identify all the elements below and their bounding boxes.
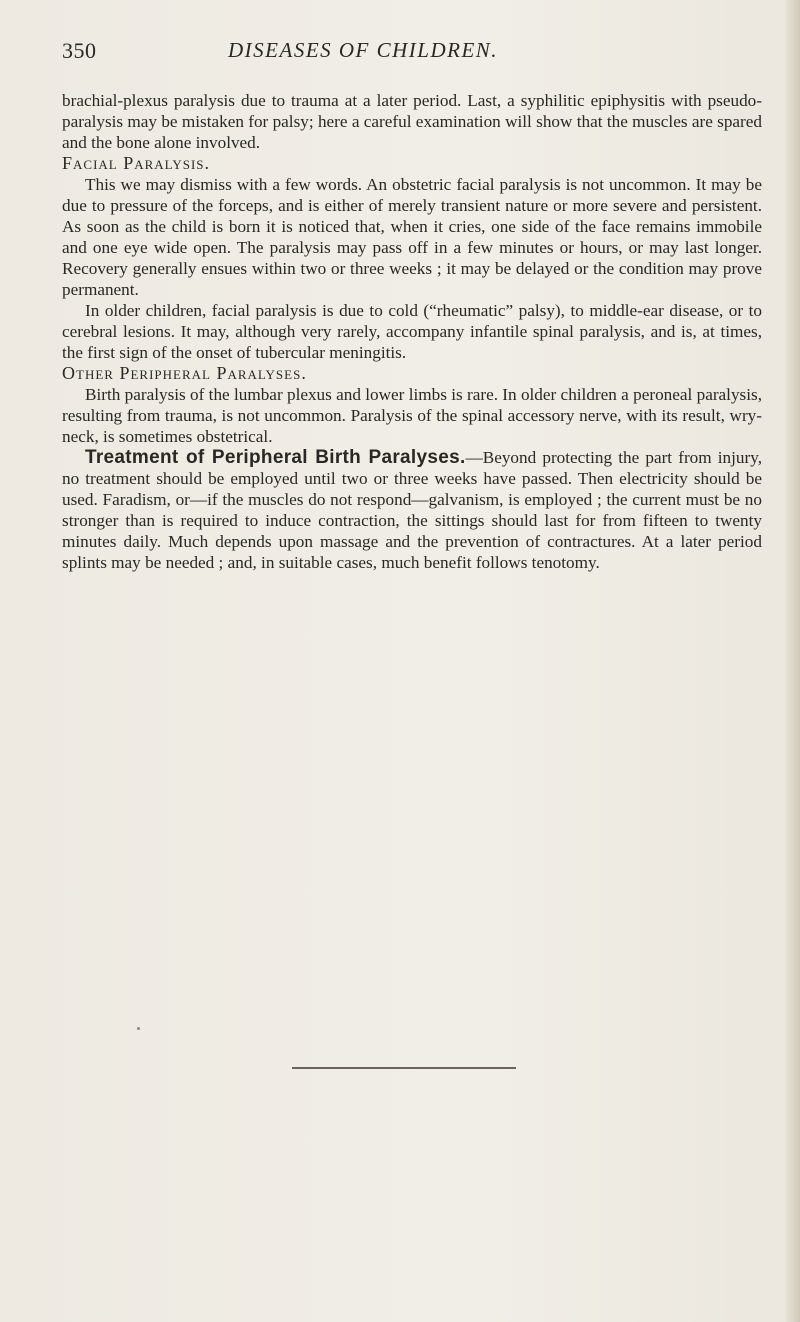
page-body xyxy=(62,90,762,573)
page-header xyxy=(62,38,762,74)
treatment-heading: Treatment of Peripheral Birth Paralyses. xyxy=(85,447,466,468)
paragraph-treatment xyxy=(62,447,762,573)
treatment-body: —Beyond protecting the part from injury, no treatment should be employed until two or three weeks have passed. Then electricity should be used. Faradism, or—if the muscles do not respond—galvanism, is employed ; the current must be no stronger than is required to induce contraction, the sittings should last for from fifteen to twenty minutes daily. Much depends upon massage and the prevention of contractures. At a later period splints may be needed ; and, in suitable cases, much benefit follows tenotomy. xyxy=(62,448,763,572)
paragraph-facial-older-children: In older children, facial paralysis is due to cold (“rheumatic” palsy), to middle-ear disease, or to cerebral lesions. It may, although very rarely, accompany infantile spinal paralysis, and is, at times, the first sign of the onset of tubercular meningitis. xyxy=(62,301,762,362)
section-end-rule xyxy=(292,1067,516,1069)
page-number: 350 xyxy=(62,38,97,63)
section-heading-facial-paralysis: Facial Paralysis. xyxy=(62,153,211,173)
paragraph-continuation: brachial-plexus paralysis due to trauma at a later period. Last, a syphilitic epiphysitis with pseudo-paralysis may be mistaken for palsy; here a careful examination will show that the muscles are spared and the bone alone involved. xyxy=(62,91,762,152)
page-edge-shadow xyxy=(786,0,800,1322)
section-heading-other-peripheral: Other Peripheral Paralyses. xyxy=(62,363,307,383)
paragraph-facial-obstetric: This we may dismiss with a few words. An obstetric facial paralysis is not uncommon. It may be due to pressure of the forceps, and is either of merely transient nature or more severe and persistent. As soon as the child is born it is noticed that, when it cries, one side of the face remains immobile and one eye wide open. The paralysis may pass off in a few minutes or hours, or may last longer. Recovery generally ensues within two or three weeks ; it may be delayed or the condition may prove permanent. xyxy=(62,175,762,299)
ink-speck xyxy=(137,1027,140,1030)
running-title: DISEASES OF CHILDREN. xyxy=(228,38,499,62)
paragraph-other-peripheral: Birth paralysis of the lumbar plexus and lower limbs is rare. In older children a peroneal paralysis, resulting from trauma, is not uncommon. Paralysis of the spinal accessory nerve, with its result, wry-neck, is sometimes obstetrical. xyxy=(62,385,762,446)
